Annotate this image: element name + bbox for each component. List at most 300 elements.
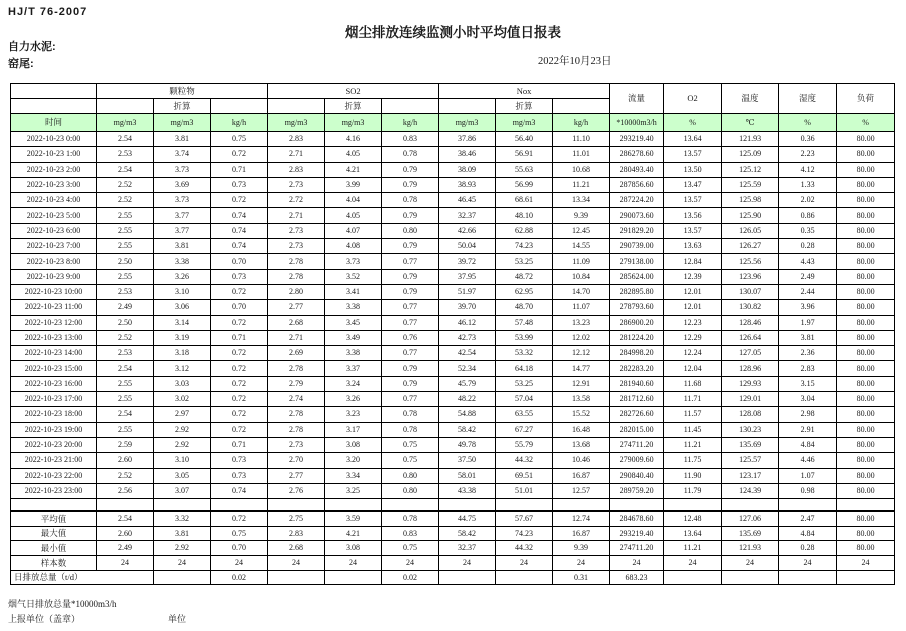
value-cell: 12.04 [664, 361, 722, 376]
value-cell: 11.71 [664, 392, 722, 407]
time-cell: 2022-10-23 18:00 [11, 407, 97, 422]
value-cell: 290840.40 [610, 468, 664, 483]
value-cell: 14.70 [553, 284, 610, 299]
value-cell: 289759.20 [610, 483, 664, 498]
unit-cell: % [837, 114, 895, 132]
daily-total-value-cell [664, 570, 722, 585]
value-cell: 2.71 [268, 330, 325, 345]
summary-value-cell: 293219.40 [610, 526, 664, 541]
value-cell: 125.59 [722, 177, 779, 192]
value-cell: 80.00 [837, 132, 895, 147]
value-cell: 0.72 [211, 392, 268, 407]
value-cell: 68.61 [496, 193, 553, 208]
data-row [11, 208, 895, 223]
value-cell: 128.96 [722, 361, 779, 376]
value-cell: 80.00 [837, 330, 895, 345]
summary-value-cell: 58.42 [439, 526, 496, 541]
value-cell: 13.50 [664, 162, 722, 177]
value-cell: 2.54 [97, 162, 154, 177]
summary-value-cell: 74.23 [496, 526, 553, 541]
value-cell: 2.54 [97, 132, 154, 147]
summary-value-cell: 2.83 [268, 526, 325, 541]
value-cell: 2.02 [779, 193, 837, 208]
value-cell: 4.84 [779, 437, 837, 452]
value-cell: 0.79 [382, 177, 439, 192]
value-cell: 42.66 [439, 223, 496, 238]
value-cell: 2.53 [97, 346, 154, 361]
value-cell: 2.23 [779, 147, 837, 162]
summary-value-cell: 57.67 [496, 512, 553, 527]
time-cell: 2022-10-23 2:00 [11, 162, 97, 177]
value-cell: 11.21 [664, 437, 722, 452]
value-cell: 282283.20 [610, 361, 664, 376]
value-cell: 3.06 [154, 300, 211, 315]
value-cell: 37.86 [439, 132, 496, 147]
time-cell: 2022-10-23 13:00 [11, 330, 97, 345]
summary-value-cell: 24 [382, 556, 439, 571]
value-cell: 126.27 [722, 239, 779, 254]
summary-value-cell: 2.47 [779, 512, 837, 527]
value-cell: 3.73 [154, 193, 211, 208]
value-cell: 13.56 [664, 208, 722, 223]
value-cell: 38.09 [439, 162, 496, 177]
value-cell: 11.10 [553, 132, 610, 147]
value-cell: 11.90 [664, 468, 722, 483]
value-cell: 2.77 [268, 468, 325, 483]
value-cell: 0.72 [211, 407, 268, 422]
summary-value-cell: 127.06 [722, 512, 779, 527]
value-cell: 0.86 [779, 208, 837, 223]
value-cell: 125.12 [722, 162, 779, 177]
value-cell: 49.78 [439, 437, 496, 452]
value-cell: 55.63 [496, 162, 553, 177]
value-cell: 2.55 [97, 269, 154, 284]
value-cell: 12.01 [664, 300, 722, 315]
value-cell: 3.81 [779, 330, 837, 345]
time-cell: 2022-10-23 9:00 [11, 269, 97, 284]
value-cell: 2.49 [779, 269, 837, 284]
summary-value-cell: 3.32 [154, 512, 211, 527]
unit-cell: mg/m3 [325, 114, 382, 132]
summary-value-cell: 24 [722, 556, 779, 571]
value-cell: 53.99 [496, 330, 553, 345]
value-cell: 2.60 [97, 453, 154, 468]
value-cell: 3.07 [154, 483, 211, 498]
value-cell: 3.12 [154, 361, 211, 376]
value-cell: 3.19 [154, 330, 211, 345]
summary-value-cell: 0.75 [211, 526, 268, 541]
summary-row [11, 512, 895, 527]
value-cell: 10.84 [553, 269, 610, 284]
value-cell: 126.05 [722, 223, 779, 238]
data-row [11, 453, 895, 468]
value-cell: 52.34 [439, 361, 496, 376]
summary-value-cell: 11.21 [664, 541, 722, 556]
value-cell: 12.02 [553, 330, 610, 345]
value-cell: 135.69 [722, 437, 779, 452]
summary-value-cell: 13.64 [664, 526, 722, 541]
time-cell: 2022-10-23 21:00 [11, 453, 97, 468]
value-cell: 2.53 [97, 284, 154, 299]
value-cell: 0.75 [382, 453, 439, 468]
value-cell: 0.74 [211, 223, 268, 238]
summary-value-cell: 2.49 [97, 541, 154, 556]
value-cell: 2.83 [268, 162, 325, 177]
summary-value-cell: 24 [211, 556, 268, 571]
value-cell: 4.08 [325, 239, 382, 254]
value-cell: 13.68 [553, 437, 610, 452]
time-cell: 2022-10-23 20:00 [11, 437, 97, 452]
value-cell: 274711.20 [610, 437, 664, 452]
value-cell: 67.27 [496, 422, 553, 437]
value-cell: 3.24 [325, 376, 382, 391]
value-cell: 3.14 [154, 315, 211, 330]
value-cell: 3.15 [779, 376, 837, 391]
value-cell: 0.77 [382, 300, 439, 315]
value-cell: 2.52 [97, 177, 154, 192]
value-cell: 2.36 [779, 346, 837, 361]
value-cell: 0.71 [211, 437, 268, 452]
data-row [11, 284, 895, 299]
value-cell: 3.26 [325, 392, 382, 407]
col-header-o2: O2 [664, 84, 722, 114]
value-cell: 53.32 [496, 346, 553, 361]
summary-value-cell: 24 [268, 556, 325, 571]
value-cell: 2.56 [97, 483, 154, 498]
time-cell: 2022-10-23 14:00 [11, 346, 97, 361]
value-cell: 0.79 [382, 208, 439, 223]
value-cell: 2.80 [268, 284, 325, 299]
summary-row [11, 541, 895, 556]
daily-total-value-cell: 0.02 [382, 570, 439, 585]
header-empty-cell [553, 99, 610, 114]
value-cell: 4.43 [779, 254, 837, 269]
value-cell: 53.25 [496, 254, 553, 269]
value-cell: 3.52 [325, 269, 382, 284]
value-cell: 0.70 [211, 300, 268, 315]
value-cell: 16.87 [553, 468, 610, 483]
data-row [11, 392, 895, 407]
value-cell: 80.00 [837, 422, 895, 437]
value-cell: 127.05 [722, 346, 779, 361]
value-cell: 287224.20 [610, 193, 664, 208]
value-cell: 0.72 [211, 147, 268, 162]
value-cell: 290073.60 [610, 208, 664, 223]
value-cell: 3.49 [325, 330, 382, 345]
data-row [11, 330, 895, 345]
value-cell: 290739.00 [610, 239, 664, 254]
value-cell: 125.09 [722, 147, 779, 162]
value-cell: 2.55 [97, 392, 154, 407]
summary-label-cell: 最大值 [11, 526, 97, 541]
converted-header-pm: 折算 [154, 99, 211, 114]
summary-label-cell: 样本数 [11, 556, 97, 571]
footer-flue-total: 烟气日排放总量*10000m3/h [8, 599, 117, 609]
value-cell: 3.26 [154, 269, 211, 284]
daily-total-value-cell [439, 570, 496, 585]
value-cell: 80.00 [837, 177, 895, 192]
value-cell: 3.41 [325, 284, 382, 299]
summary-value-cell: 0.70 [211, 541, 268, 556]
value-cell: 53.25 [496, 376, 553, 391]
value-cell: 4.07 [325, 223, 382, 238]
value-cell: 2.55 [97, 239, 154, 254]
value-cell: 286278.60 [610, 147, 664, 162]
value-cell: 0.71 [211, 330, 268, 345]
summary-value-cell: 3.59 [325, 512, 382, 527]
unit-cell: kg/h [382, 114, 439, 132]
value-cell: 0.73 [211, 269, 268, 284]
value-cell: 54.88 [439, 407, 496, 422]
value-cell: 0.77 [382, 315, 439, 330]
col-header-load: 负荷 [837, 84, 895, 114]
value-cell: 12.39 [664, 269, 722, 284]
value-cell: 13.57 [664, 193, 722, 208]
value-cell: 0.72 [211, 315, 268, 330]
value-cell: 125.98 [722, 193, 779, 208]
header-empty-cell [11, 99, 97, 114]
data-row [11, 361, 895, 376]
value-cell: 3.81 [154, 239, 211, 254]
value-cell: 2.73 [268, 239, 325, 254]
value-cell: 80.00 [837, 284, 895, 299]
summary-rows [11, 512, 895, 571]
value-cell: 128.08 [722, 407, 779, 422]
value-cell: 37.95 [439, 269, 496, 284]
value-cell: 10.46 [553, 453, 610, 468]
time-header: 时间 [11, 114, 97, 132]
value-cell: 125.57 [722, 453, 779, 468]
summary-value-cell: 24 [837, 556, 895, 571]
company-name: 自力水泥: [8, 41, 56, 53]
value-cell: 0.78 [382, 193, 439, 208]
value-cell: 11.68 [664, 376, 722, 391]
value-cell: 129.01 [722, 392, 779, 407]
value-cell: 2.77 [268, 300, 325, 315]
value-cell: 3.69 [154, 177, 211, 192]
value-cell: 80.00 [837, 254, 895, 269]
summary-value-cell: 2.54 [97, 512, 154, 527]
value-cell: 2.49 [97, 300, 154, 315]
value-cell: 46.12 [439, 315, 496, 330]
value-cell: 2.91 [779, 422, 837, 437]
data-row [11, 483, 895, 498]
converted-header-so2: 折算 [325, 99, 382, 114]
value-cell: 1.07 [779, 468, 837, 483]
value-cell: 282895.80 [610, 284, 664, 299]
value-cell: 11.07 [553, 300, 610, 315]
value-cell: 125.90 [722, 208, 779, 223]
value-cell: 80.00 [837, 483, 895, 498]
value-cell: 3.20 [325, 453, 382, 468]
value-cell: 126.64 [722, 330, 779, 345]
value-cell: 2.52 [97, 468, 154, 483]
value-cell: 3.08 [325, 437, 382, 452]
col-header-flow: 流量 [610, 84, 664, 114]
value-cell: 3.77 [154, 223, 211, 238]
summary-value-cell: 12.74 [553, 512, 610, 527]
value-cell: 0.79 [382, 284, 439, 299]
summary-value-cell: 0.75 [382, 541, 439, 556]
summary-value-cell: 24 [439, 556, 496, 571]
value-cell: 0.79 [382, 162, 439, 177]
summary-value-cell: 24 [97, 556, 154, 571]
time-cell: 2022-10-23 15:00 [11, 361, 97, 376]
header-empty-cell [11, 84, 97, 99]
value-cell: 2.73 [268, 177, 325, 192]
summary-value-cell: 2.68 [268, 541, 325, 556]
value-cell: 0.70 [211, 254, 268, 269]
summary-value-cell: 0.78 [382, 512, 439, 527]
value-cell: 2.78 [268, 254, 325, 269]
value-cell: 2.73 [268, 223, 325, 238]
value-cell: 0.72 [211, 193, 268, 208]
time-cell: 2022-10-23 19:00 [11, 422, 97, 437]
summary-value-cell: 9.39 [553, 541, 610, 556]
footer-report-unit: 上报单位（盖章） [8, 614, 81, 624]
report-standard: HJ/T 76-2007 [8, 6, 88, 18]
summary-value-cell: 24 [325, 556, 382, 571]
unit-cell: kg/h [553, 114, 610, 132]
value-cell: 32.37 [439, 208, 496, 223]
value-cell: 4.46 [779, 453, 837, 468]
value-cell: 0.77 [382, 254, 439, 269]
time-cell: 2022-10-23 4:00 [11, 193, 97, 208]
value-cell: 2.54 [97, 407, 154, 422]
value-cell: 4.21 [325, 162, 382, 177]
value-cell: 3.18 [154, 346, 211, 361]
value-cell: 286900.20 [610, 315, 664, 330]
header-row-groups [11, 84, 895, 99]
value-cell: 125.56 [722, 254, 779, 269]
data-row [11, 468, 895, 483]
time-cell: 2022-10-23 11:00 [11, 300, 97, 315]
time-cell: 2022-10-23 8:00 [11, 254, 97, 269]
summary-value-cell: 16.87 [553, 526, 610, 541]
value-cell: 2.53 [97, 147, 154, 162]
value-cell: 12.29 [664, 330, 722, 345]
value-cell: 39.72 [439, 254, 496, 269]
summary-value-cell: 24 [553, 556, 610, 571]
value-cell: 12.23 [664, 315, 722, 330]
value-cell: 2.78 [268, 422, 325, 437]
value-cell: 51.01 [496, 483, 553, 498]
summary-row [11, 526, 895, 541]
value-cell: 2.55 [97, 208, 154, 223]
value-cell: 2.98 [779, 407, 837, 422]
value-cell: 0.79 [382, 361, 439, 376]
summary-value-cell: 44.75 [439, 512, 496, 527]
value-cell: 3.37 [325, 361, 382, 376]
value-cell: 0.74 [211, 239, 268, 254]
value-cell: 121.93 [722, 132, 779, 147]
value-cell: 0.78 [382, 147, 439, 162]
value-cell: 58.01 [439, 468, 496, 483]
value-cell: 13.64 [664, 132, 722, 147]
value-cell: 15.52 [553, 407, 610, 422]
value-cell: 80.00 [837, 147, 895, 162]
value-cell: 1.33 [779, 177, 837, 192]
unit-cell: mg/m3 [268, 114, 325, 132]
value-cell: 2.70 [268, 453, 325, 468]
value-cell: 2.92 [154, 437, 211, 452]
value-cell: 80.00 [837, 392, 895, 407]
value-cell: 0.80 [382, 468, 439, 483]
value-cell: 2.50 [97, 254, 154, 269]
value-cell: 3.17 [325, 422, 382, 437]
data-row [11, 254, 895, 269]
value-cell: 80.00 [837, 193, 895, 208]
value-cell: 55.79 [496, 437, 553, 452]
value-cell: 281712.60 [610, 392, 664, 407]
summary-value-cell: 284678.60 [610, 512, 664, 527]
value-cell: 13.23 [553, 315, 610, 330]
unit-cell: *10000m3/h [610, 114, 664, 132]
value-cell: 48.22 [439, 392, 496, 407]
value-cell: 282726.60 [610, 407, 664, 422]
time-cell: 2022-10-23 5:00 [11, 208, 97, 223]
value-cell: 14.55 [553, 239, 610, 254]
header-empty-cell [97, 99, 154, 114]
data-rows [11, 132, 895, 499]
data-row [11, 346, 895, 361]
value-cell: 123.17 [722, 468, 779, 483]
value-cell: 11.21 [553, 177, 610, 192]
daily-total-value-cell [325, 570, 382, 585]
col-header-humidity: 湿度 [779, 84, 837, 114]
data-row [11, 437, 895, 452]
summary-value-cell: 0.28 [779, 541, 837, 556]
daily-total-value-cell: 0.02 [211, 570, 268, 585]
value-cell: 80.00 [837, 376, 895, 391]
value-cell: 2.55 [97, 422, 154, 437]
value-cell: 80.00 [837, 208, 895, 223]
monitoring-point: 窑尾: [8, 58, 34, 70]
value-cell: 80.00 [837, 300, 895, 315]
value-cell: 2.44 [779, 284, 837, 299]
value-cell: 129.93 [722, 376, 779, 391]
value-cell: 2.76 [268, 483, 325, 498]
value-cell: 2.78 [268, 407, 325, 422]
daily-total-value-cell: 0.31 [553, 570, 610, 585]
value-cell: 48.10 [496, 208, 553, 223]
value-cell: 4.16 [325, 132, 382, 147]
value-cell: 11.57 [664, 407, 722, 422]
summary-value-cell: 24 [664, 556, 722, 571]
data-row [11, 376, 895, 391]
value-cell: 291829.20 [610, 223, 664, 238]
value-cell: 12.57 [553, 483, 610, 498]
value-cell: 42.54 [439, 346, 496, 361]
unit-cell: % [664, 114, 722, 132]
summary-value-cell: 2.92 [154, 541, 211, 556]
summary-value-cell: 24 [779, 556, 837, 571]
value-cell: 80.00 [837, 315, 895, 330]
value-cell: 13.47 [664, 177, 722, 192]
value-cell: 43.38 [439, 483, 496, 498]
value-cell: 4.05 [325, 147, 382, 162]
value-cell: 3.38 [325, 346, 382, 361]
summary-label-cell: 最小值 [11, 541, 97, 556]
value-cell: 0.75 [211, 132, 268, 147]
value-cell: 3.03 [154, 376, 211, 391]
unit-cell: mg/m3 [439, 114, 496, 132]
summary-value-cell: 12.48 [664, 512, 722, 527]
footer-unit-label: 单位 [168, 614, 187, 624]
value-cell: 2.55 [97, 223, 154, 238]
time-cell: 2022-10-23 6:00 [11, 223, 97, 238]
value-cell: 64.18 [496, 361, 553, 376]
